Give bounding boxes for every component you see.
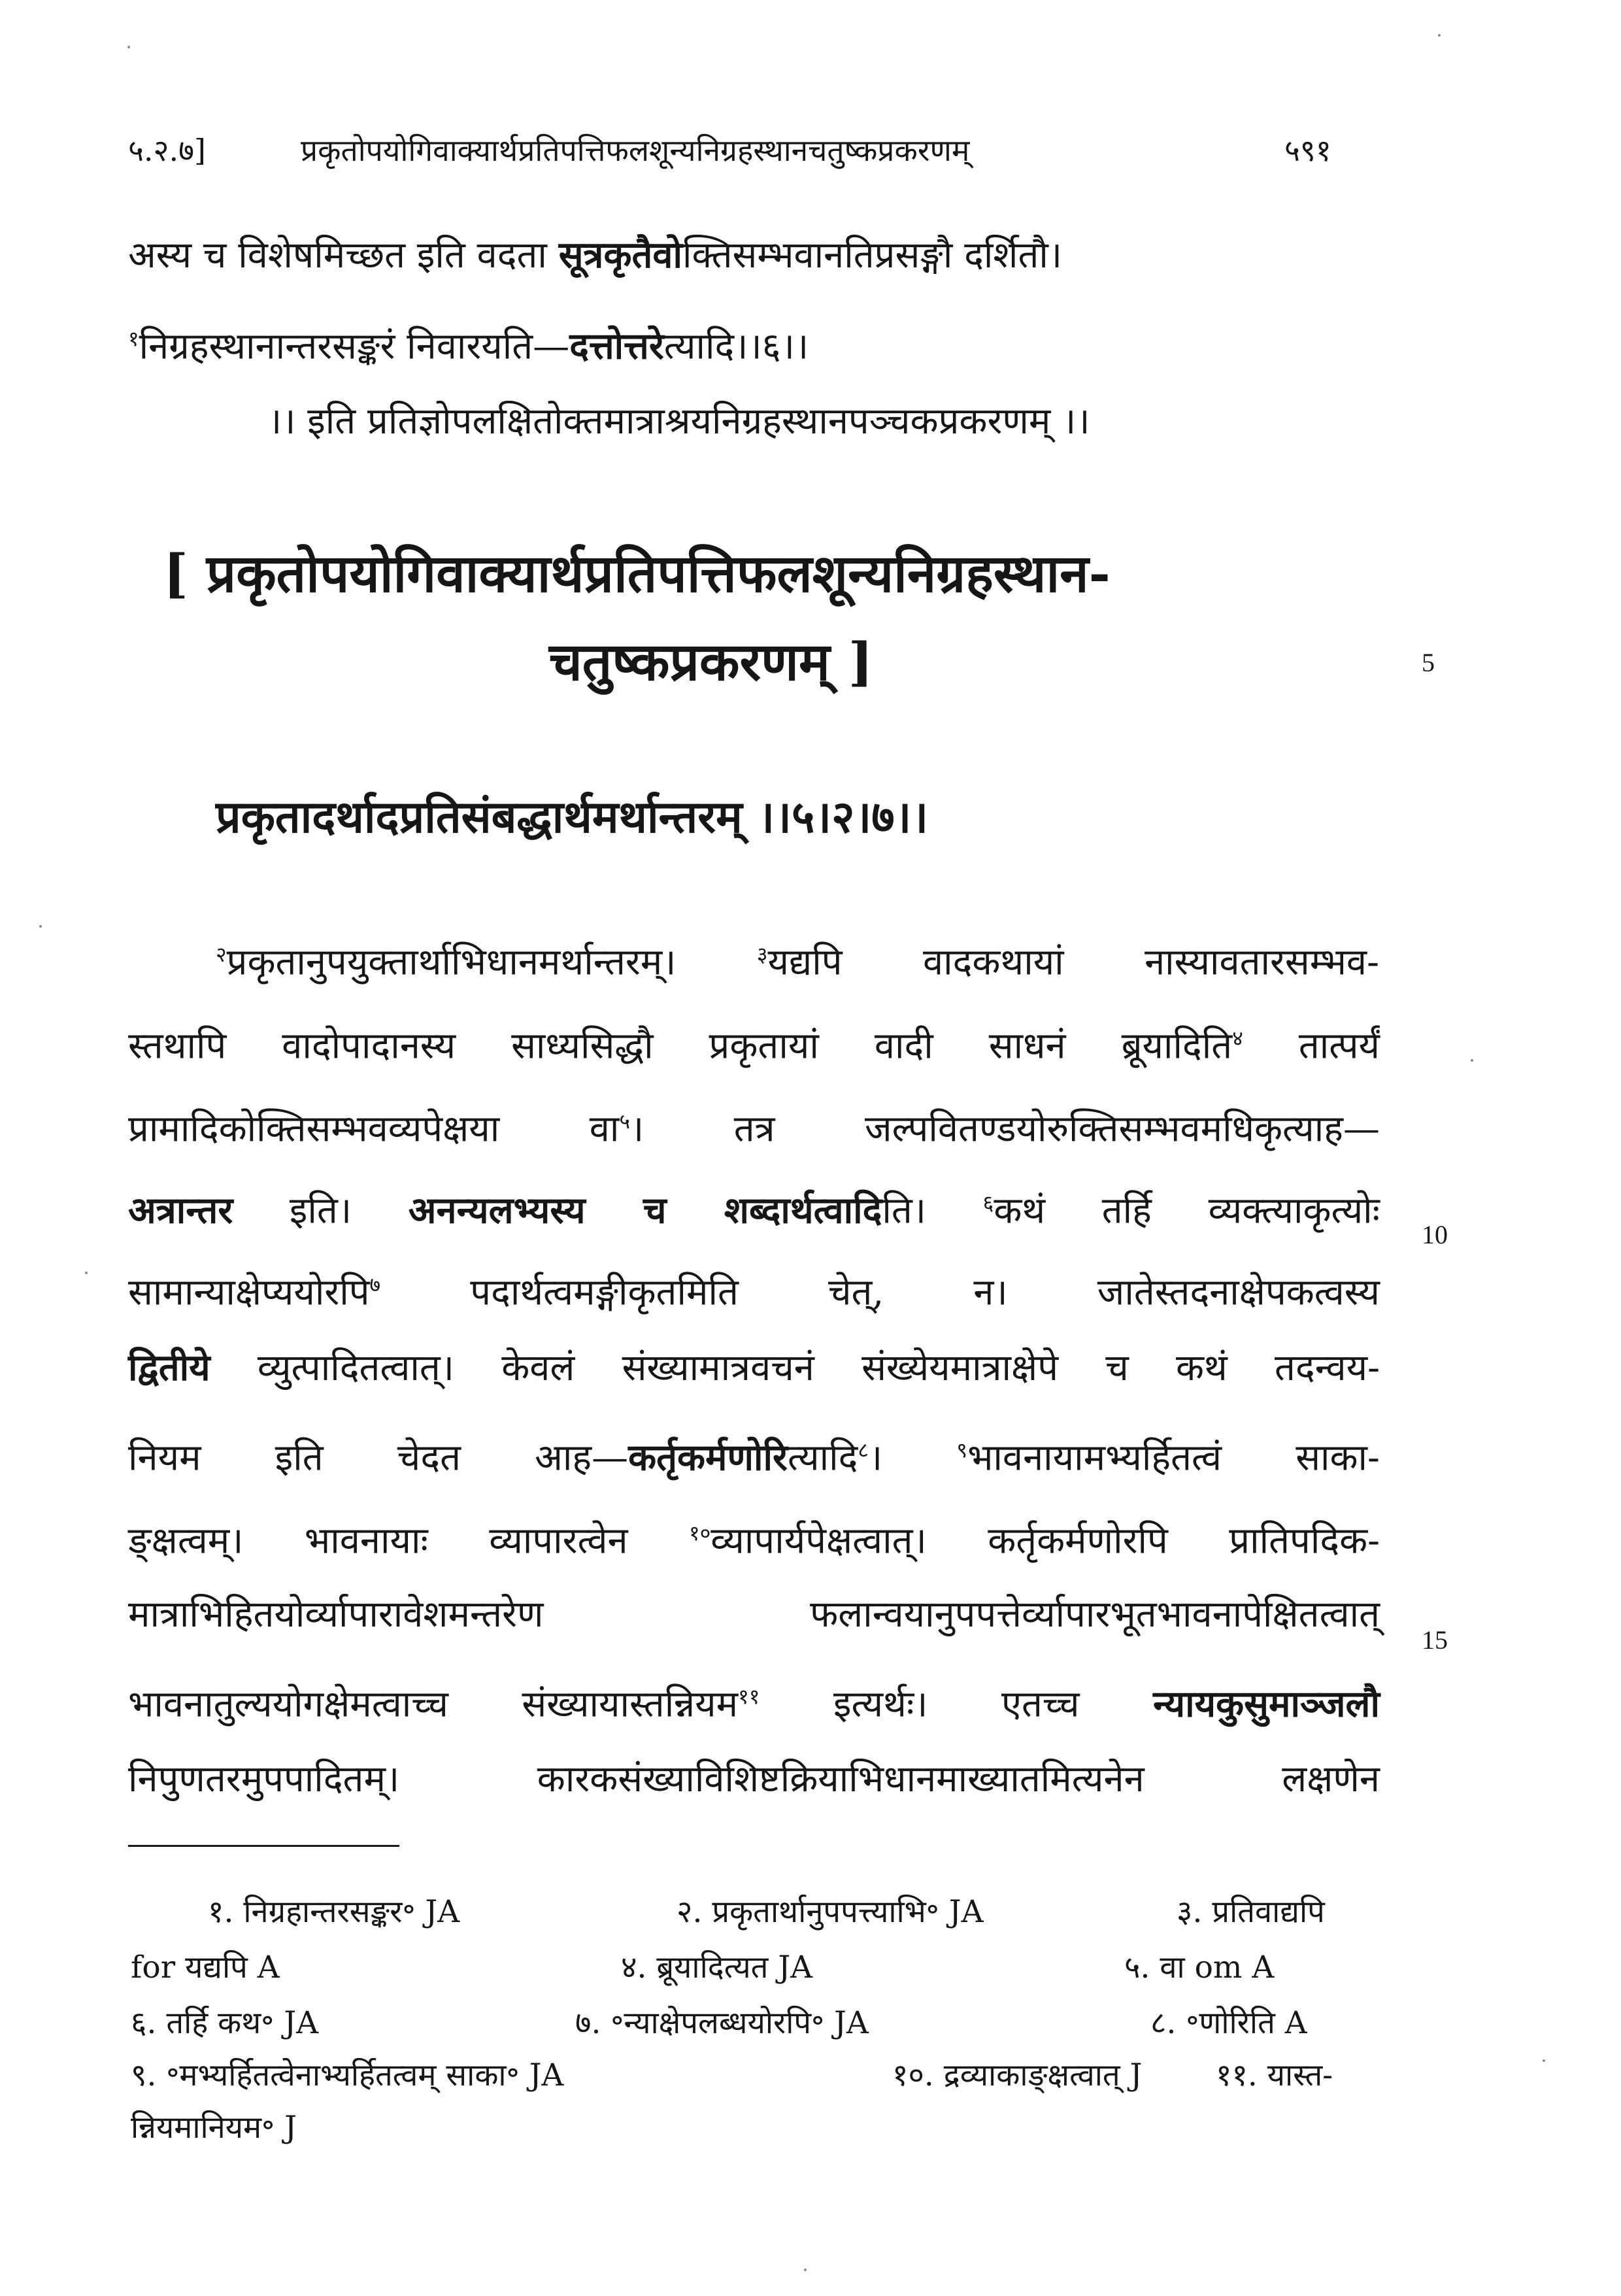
footnote-10: १०. द्रव्याकाङ्क्षत्वात् J (892, 2057, 1143, 2093)
margin-line-number: 15 (1422, 1625, 1448, 1655)
bold-term: अनन्यलभ्यस्य च शब्दार्थत्वादि (408, 1189, 882, 1232)
bold-term: कर्तृकर्मणोरि (628, 1436, 788, 1479)
text-run: नियम इति चेदत आह— (128, 1436, 629, 1479)
text-run: यद्यपि वादकथायां नास्यावतारसम्भव- (767, 941, 1379, 984)
footnote-ref: ८ (858, 1438, 869, 1462)
intro-line-2-c: त्यादि।।६।। (663, 325, 809, 368)
intro-line-2 (128, 312, 809, 373)
text-run: तात्पर्यं (1243, 1024, 1380, 1068)
text-run: कथं तर्हि व्यक्त्याकृत्योः (994, 1189, 1380, 1232)
footnote-separator (128, 1845, 399, 1847)
text-run: प्रामादिकोक्तिसम्भवव्यपेक्षया वा (128, 1107, 620, 1151)
section-title-line-2: चतुष्कप्रकरणम् ] (549, 631, 873, 692)
scan-speck (39, 925, 42, 928)
text-run: त्यादि (787, 1436, 858, 1479)
footnote-ref: १० (689, 1521, 711, 1545)
text-run: निपुणतरमुपपादितम्। कारकसंख्याविशिष्टक्रियाभिधानमाख्यातमित्यनेन लक्षणेन (128, 1758, 1380, 1800)
text-run: । (869, 1436, 957, 1479)
commentary-line (128, 1589, 1380, 1641)
footnote-ref: २ (216, 942, 227, 967)
footnote-3: ३. प्रतिवाद्यपि (1177, 1894, 1325, 1930)
bold-term: द्वितीये (128, 1346, 210, 1389)
intro-line-1-bold: सूत्रकृतैवो (558, 233, 683, 277)
header-running-title: प्रकृतोपयोगिवाक्यार्थप्रतिपत्तिफलशून्यनिग्रहस्थानचतुष्कप्रकरणम् (301, 133, 970, 168)
footnote-ref: ६ (982, 1190, 994, 1215)
scan-speck (85, 1272, 88, 1274)
commentary-line (128, 1753, 1380, 1806)
text-run: इति। (233, 1189, 409, 1232)
commentary-line (128, 1670, 1380, 1731)
footnote-ref: १ (128, 326, 139, 351)
margin-line-number: 10 (1422, 1220, 1448, 1249)
margin-line-number: 5 (1422, 648, 1435, 677)
header-section-ref: ५.२.७] (128, 133, 206, 168)
commentary-line (128, 1177, 1380, 1238)
footnote-ref: ११ (738, 1684, 760, 1709)
text-run: पदार्थत्वमङ्गीकृतमिति चेत्, न। जातेस्तदनाक्षेपकत्वस्य (380, 1271, 1380, 1314)
section-title-line-1: [ प्रकृतोपयोगिवाक्यार्थप्रतिपत्तिफलशून्यनिग्रहस्थान- (163, 543, 1111, 604)
footnote-1: १. निग्रहान्तरसङ्कर॰ JA (208, 1894, 460, 1930)
intro-closing-line: ।। इति प्रतिज्ञोपलक्षितोक्तमात्राश्रयनिग्रहस्थानपञ्चकप्रकरणम् ।। (268, 400, 1090, 443)
scan-speck (1438, 34, 1441, 37)
text-run: व्युत्पादितत्वात्। केवलं संख्यामात्रवचनं संख्येयमात्राक्षेपे च कथं तदन्वय- (210, 1347, 1380, 1389)
footnote-ref: ४ (1232, 1026, 1243, 1051)
text-run: । तत्र जल्पवितण्डयोरुक्तिसम्भवमधिकृत्याह— (630, 1107, 1380, 1151)
footnote-3-cont: for यद्यपि A (131, 1950, 280, 1985)
footnote-8: ८. ॰णोरिति A (1150, 2005, 1307, 2041)
footnote-ref: ३ (756, 942, 768, 967)
commentary-line (216, 928, 1379, 989)
footnote-ref: ५ (619, 1109, 631, 1134)
text-run: इत्यर्थः। एतच्च (760, 1683, 1154, 1726)
text-run: ति। (882, 1189, 983, 1232)
scan-speck (804, 2269, 807, 2271)
footnote-9: ९. ॰मभ्यर्हितत्वेनाभ्यर्हितत्वम् साका॰ JA (131, 2057, 564, 2093)
text-run: मात्राभिहितयोर्व्यापारावेशमन्तरेण फलान्वयानुपपत्तेर्व्यापारभूतभावनापेक्षितत्वात् (128, 1593, 1380, 1636)
footnote-ref: ७ (369, 1272, 381, 1297)
bold-term: न्यायकुसुमाञ्जलौ (1153, 1682, 1380, 1726)
header-page-number: ५९१ (1284, 133, 1331, 168)
text-run: प्रकृतानुपयुक्तार्थाभिधानमर्थान्तरम्। (226, 941, 757, 984)
commentary-line (128, 1424, 1380, 1485)
intro-line-2-a: निग्रहस्थानान्तरसङ्करं निवारयति— (139, 325, 570, 368)
commentary-line (128, 1342, 1380, 1394)
bold-term: अत्रान्तर (128, 1189, 233, 1232)
intro-line-1-a: अस्य च विशेषमिच्छत इति वदता (128, 234, 559, 277)
text-run: स्तथापि वादोपादानस्य साध्यसिद्धौ प्रकृतायां वादी साधनं ब्रूयादिति (128, 1024, 1233, 1068)
intro-line-2-bold: दत्तोत्तरे (569, 324, 664, 368)
text-run: सामान्याक्षेप्ययोरपि (128, 1271, 370, 1314)
scan-speck (127, 46, 130, 48)
scan-speck (1471, 1059, 1473, 1062)
commentary-line (128, 1095, 1380, 1156)
text-run: ङ्क्षत्वम्। भावनायाः व्यापारत्वेन (128, 1519, 690, 1562)
footnote-6: ६. तर्हि कथ॰ JA (131, 2005, 319, 2041)
commentary-line (128, 1012, 1380, 1073)
footnote-5: ५. वा om A (1124, 1950, 1275, 1985)
commentary-line (128, 1507, 1380, 1568)
footnote-2: २. प्रकृतार्थानुपपत्त्याभि॰ JA (677, 1894, 984, 1930)
sutra-heading: प्रकृतादर्थादप्रतिसंबद्धार्थमर्थान्तरम् ।।५।२।७।। (216, 791, 929, 843)
text-run: भावनायामभ्यर्हितत्वं साका- (967, 1436, 1380, 1479)
commentary-line (128, 1258, 1380, 1319)
text-run: भावनातुल्ययोगक्षेमत्वाच्च संख्यायास्तन्नियम (128, 1683, 739, 1726)
footnote-ref: ९ (956, 1438, 968, 1462)
footnote-11: ११. यास्त- (1216, 2057, 1333, 2093)
footnote-7: ७. ॰न्याक्षेपलब्धयोरपि॰ JA (575, 2005, 869, 2041)
text-run: व्यापार्यपेक्षत्वात्। कर्तृकर्मणोरपि प्रातिपदिक- (710, 1519, 1380, 1562)
intro-line-1 (128, 229, 1062, 282)
scan-speck (1543, 2059, 1545, 2062)
intro-line-1-c: क्तिसम्भवानतिप्रसङ्गौ दर्शितौ। (682, 234, 1063, 277)
footnote-11-cont: न्नियमानियम॰ J (131, 2110, 297, 2146)
footnote-4: ४. ब्रूयादित्यत JA (621, 1950, 813, 1985)
